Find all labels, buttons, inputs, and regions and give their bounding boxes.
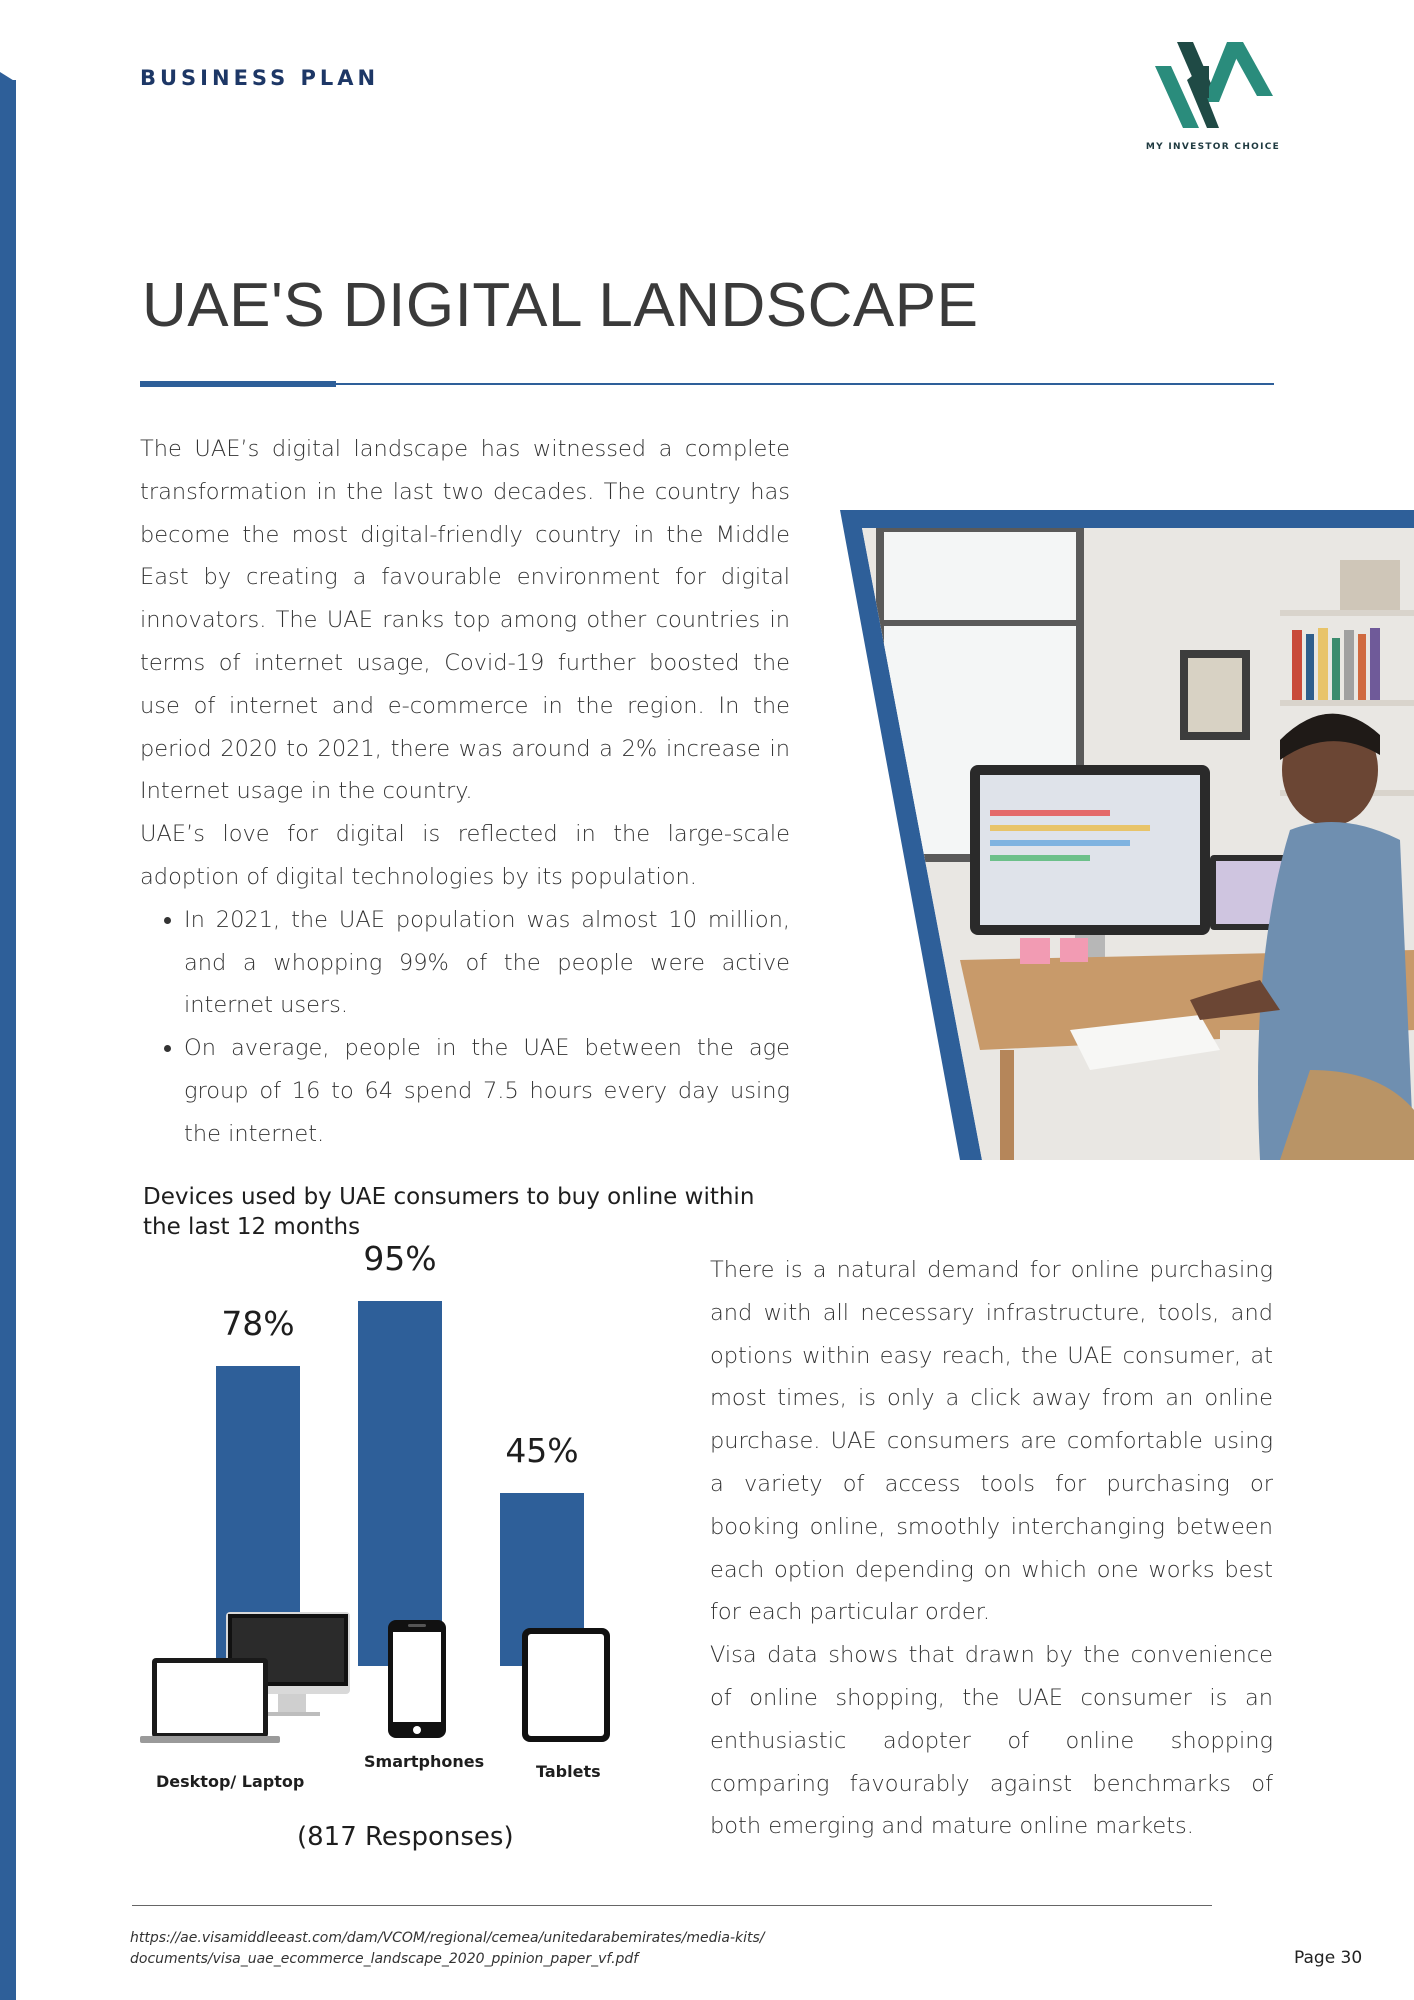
title-underline-thick: [140, 381, 336, 387]
right-column-text: [710, 1249, 1273, 1848]
smartphone-icon: [386, 1618, 448, 1740]
intro-bullet: • On average, people in the UAE between the age group of 16 to 64 spend 7.5 hours every day using the internet.: [184, 1027, 790, 1155]
page-title: UAE'S DIGITAL LANDSCAPE: [142, 271, 979, 340]
intro-paragraph-1: The UAE’s digital landscape has witnessed a complete transformation in the last two decades. The country has become the most digital-friendly country in the Middle East by creating a favourable environment for digital innovators. The UAE ranks top among other countries in terms of internet usage, Covid-19 further boosted the use of internet and e-commerce in the region. In the period 2020 to 2021, there was around a 2% increase in Internet usage in the country.: [140, 436, 790, 805]
intro-text: [140, 428, 790, 1156]
category-label-tablets: Tablets: [536, 1762, 601, 1781]
category-label-desktop-laptop: Desktop/ Laptop: [156, 1772, 305, 1791]
footer-divider: [132, 1905, 1212, 1906]
source-citation: https://ae.visamiddleeast.com/dam/VCOM/regional/cemea/unitedarabemirates/media-kits/documents/visa_uae_ecommerce_landscape_2020_ppinion_paper_vf.pdf: [130, 1930, 765, 1967]
devices-bar-chart: [140, 1239, 660, 1791]
right-paragraph-2: Visa data shows that drawn by the convenience of online shopping, the UAE consumer is an enthusiastic adopter of online shopping comparing favourably against benchmarks of both emerging and mature online markets.: [710, 1642, 1273, 1840]
chart-responses-note: (817 Responses): [297, 1822, 514, 1852]
category-label-smartphones: Smartphones: [364, 1752, 485, 1771]
left-accent-strip: [0, 80, 16, 2000]
intro-paragraph-2: UAE’s love for digital is reflected in the large-scale adoption of digital technologies by its population.: [140, 821, 790, 890]
office-photo: [840, 510, 1414, 1160]
logo-text: MY INVESTOR CHOICE: [1145, 142, 1281, 152]
intro-bullet: • In 2021, the UAE population was almost 10 million, and a whopping 99% of the people were active internet users.: [184, 899, 790, 1027]
bar-smartphones: [358, 1301, 442, 1666]
company-logo: [1138, 36, 1288, 156]
title-underline-thin: [336, 383, 1274, 385]
logo-mark-icon: [1147, 36, 1279, 136]
right-paragraph-1: There is a natural demand for online purchasing and with all necessary infrastructure, tools, and options within easy reach, the UAE consumer, at most times, is only a click away from an online purchase. UAE consumers are comfortable using a variety of access tools for purchasing or booking online, smoothly interchanging between each option depending on which one works best for each particular order.: [710, 1257, 1273, 1626]
value-label-desktop-laptop: 78%: [221, 1304, 295, 1344]
tablet-icon: [520, 1626, 614, 1744]
desktop-laptop-icon: [140, 1610, 350, 1745]
chart-title: Devices used by UAE consumers to buy online within the last 12 months: [143, 1184, 755, 1240]
value-label-smartphones: 95%: [363, 1239, 437, 1279]
man-at-desk-photo-icon: [840, 510, 1414, 1160]
value-label-tablets: 45%: [505, 1431, 579, 1471]
intro-bullet-list: [140, 899, 790, 1156]
page-number: Page 30: [1294, 1948, 1363, 1968]
header-label: BUSINESS PLAN: [140, 66, 380, 90]
